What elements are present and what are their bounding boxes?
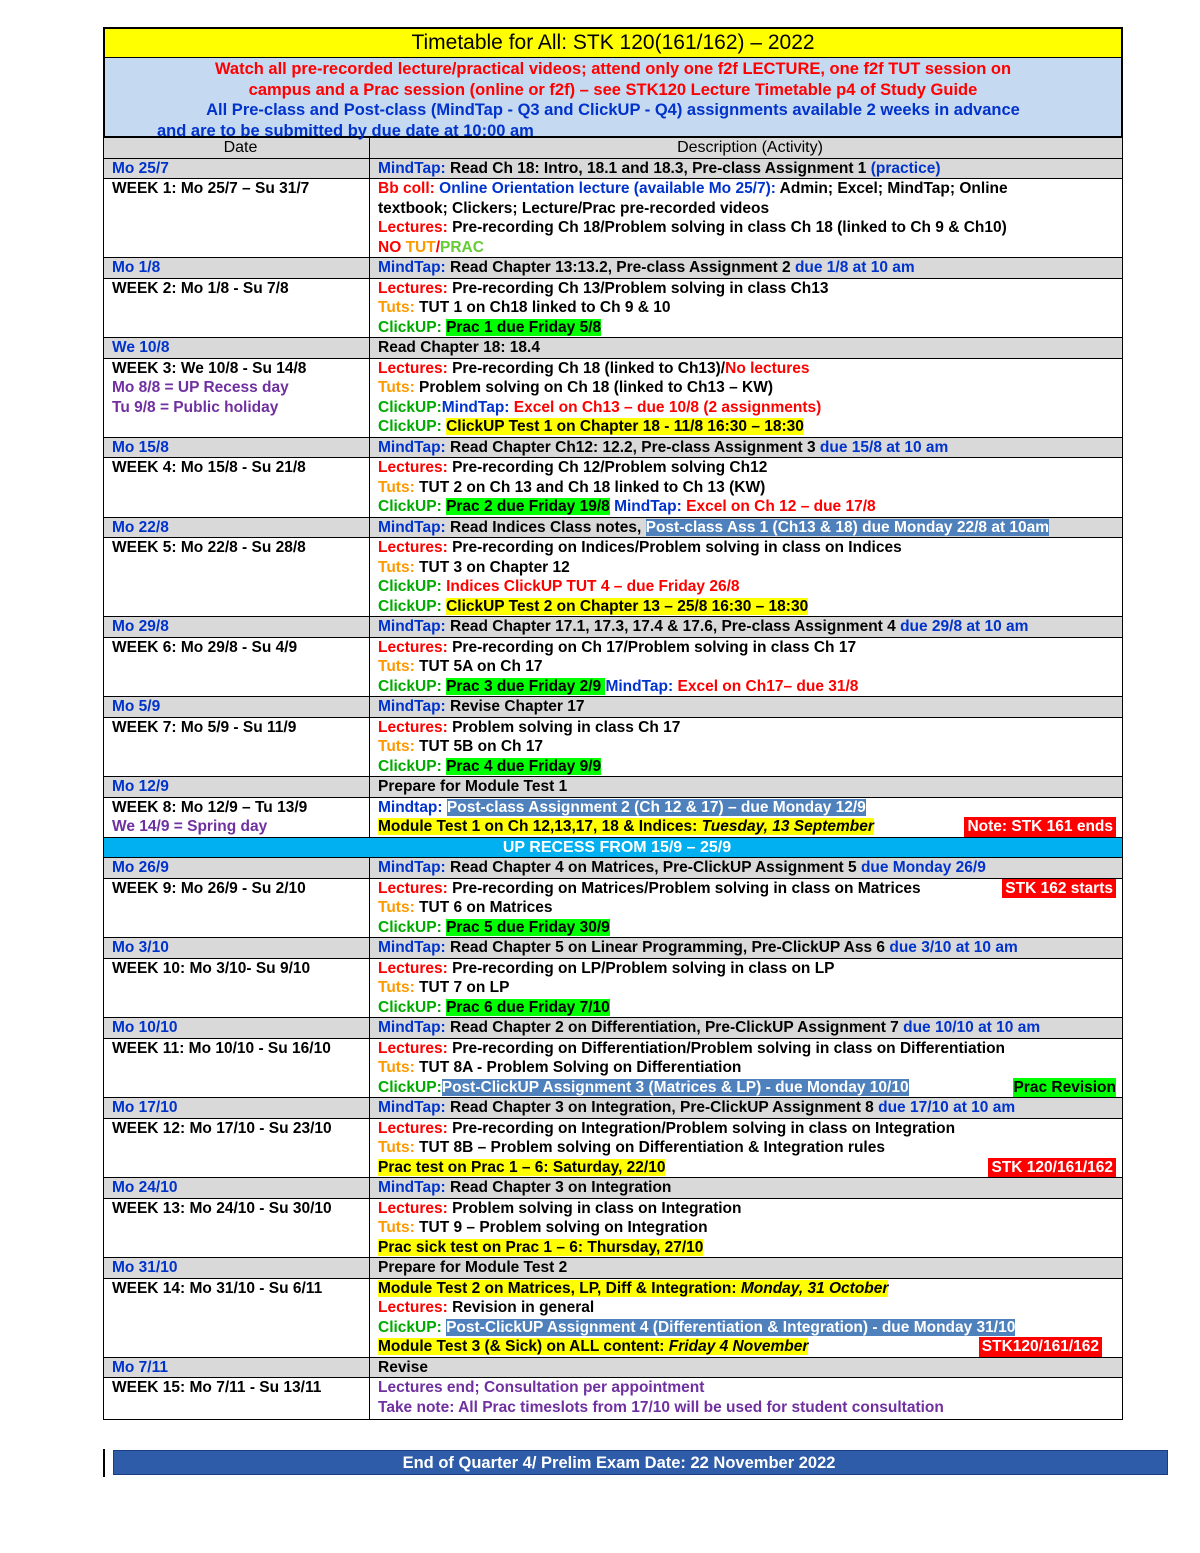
activity-text: textbook; Clickers; Lecture/Prac pre-recorded videos bbox=[378, 199, 770, 217]
prac-due: Prac 3 due Friday 2/9 bbox=[446, 677, 606, 695]
row-date: Mo 25/7 bbox=[104, 158, 370, 179]
holiday-note: Tu 9/8 = Public holiday bbox=[112, 398, 279, 416]
activity-text: Revise Chapter 17 bbox=[450, 698, 585, 715]
week-details bbox=[370, 1278, 1123, 1357]
week-label: WEEK 15: Mo 7/11 - Su 13/11 bbox=[104, 1378, 370, 1420]
lectures-label: Lectures: bbox=[378, 219, 448, 236]
clickup-label: ClickUP: bbox=[378, 757, 442, 775]
row-description: Prepare for Module Test 2 bbox=[370, 1258, 1123, 1279]
table-row bbox=[104, 437, 1123, 458]
row-description bbox=[370, 437, 1123, 458]
lectures-label: Lectures: bbox=[378, 279, 448, 297]
table-row bbox=[104, 617, 1123, 638]
tuts-label: Tuts: bbox=[378, 658, 415, 675]
activity-text: Read Chapter 17.1, 17.3, 17.4 & 17.6, Pre-class Assignment 4 bbox=[450, 618, 896, 635]
week-label: WEEK 8: Mo 12/9 – Tu 13/9 bbox=[112, 798, 308, 816]
row-date: Mo 24/10 bbox=[104, 1178, 370, 1199]
row-description bbox=[370, 938, 1123, 959]
week-details bbox=[370, 1378, 1123, 1420]
activity-text: Read Chapter 3 on Integration bbox=[450, 1179, 672, 1196]
row-date: Mo 3/10 bbox=[104, 938, 370, 959]
activity-text: Admin; Excel; MindTap; Online bbox=[779, 180, 1008, 197]
due-date: due 1/8 at 10 am bbox=[794, 259, 915, 276]
activity-text: TUT 5A on Ch 17 bbox=[419, 658, 543, 675]
activity-text: Read Chapter 13:13.2, Pre-class Assignment 2 bbox=[450, 259, 791, 276]
row-date: Mo 22/8 bbox=[104, 517, 370, 538]
row-description bbox=[370, 858, 1123, 879]
activity-text: Read Chapter Ch12: 12.2, Pre-class Assignment 3 bbox=[450, 438, 816, 456]
row-date: Mo 12/9 bbox=[104, 777, 370, 798]
week-cell bbox=[104, 358, 370, 437]
stk161-ends-tag: Note: STK 161 ends bbox=[964, 817, 1116, 837]
tuts-label: Tuts: bbox=[378, 979, 415, 996]
row-date: Mo 10/10 bbox=[104, 1018, 370, 1039]
activity-text: TUT 1 on Ch18 linked to Ch 9 & 10 bbox=[419, 299, 671, 316]
table-row bbox=[104, 1178, 1123, 1199]
clickup-label: ClickUP: bbox=[378, 398, 442, 416]
mindtap-label: MindTap: bbox=[378, 1099, 446, 1116]
mindtap-label: MindTap: bbox=[378, 159, 446, 177]
post-class-assignment: Post-class Assignment 2 (Ch 12 & 17) – due Monday 12/9 bbox=[446, 798, 866, 816]
week-label: WEEK 2: Mo 1/8 - Su 7/8 bbox=[104, 278, 370, 338]
week-label: WEEK 7: Mo 5/9 - Su 11/9 bbox=[104, 717, 370, 777]
week-details bbox=[370, 717, 1123, 777]
lectures-label: Lectures: bbox=[378, 1299, 448, 1316]
lectures-label: Lectures: bbox=[378, 959, 448, 977]
week-label: WEEK 3: We 10/8 - Su 14/8 bbox=[112, 359, 307, 377]
table-row bbox=[104, 1258, 1123, 1279]
post-clickup-assignment: Post-ClickUP Assignment 3 (Matrices & LP) - due Monday 10/10 bbox=[441, 1078, 909, 1096]
table-row bbox=[104, 278, 1123, 338]
week-details bbox=[370, 878, 1123, 938]
mindtap-label: MindTap: bbox=[614, 498, 682, 515]
tuts-label: Tuts: bbox=[378, 478, 415, 496]
row-description bbox=[370, 617, 1123, 638]
table-row bbox=[104, 1198, 1123, 1258]
tuts-label: Tuts: bbox=[378, 1059, 415, 1076]
intro-line-1: Watch all pre-recorded lecture/practical videos; attend only one f2f LECTURE, one f2f TUT session on bbox=[214, 60, 1012, 78]
activity-text: Read Chapter 5 on Linear Programming, Pre-ClickUP Ass 6 bbox=[450, 939, 886, 956]
activity-text: Pre-recording Ch 13/Problem solving in class Ch13 bbox=[452, 279, 829, 297]
row-date: Mo 29/8 bbox=[104, 617, 370, 638]
module-test: Module Test 3 (& Sick) on ALL content: bbox=[378, 1338, 665, 1355]
lectures-label: Lectures: bbox=[378, 539, 448, 556]
due-date: due 3/10 at 10 am bbox=[889, 939, 1018, 956]
week-label: WEEK 6: Mo 29/8 - Su 4/9 bbox=[104, 637, 370, 697]
consultation-note: Lectures end; Consultation per appointment bbox=[378, 1379, 705, 1396]
row-date: Mo 15/8 bbox=[104, 437, 370, 458]
week-details bbox=[370, 797, 1123, 837]
stk-tag: STK120/161/162 bbox=[979, 1337, 1102, 1357]
footer-banner bbox=[113, 1450, 1168, 1475]
week-details bbox=[370, 179, 1123, 258]
holiday-note: We 14/9 = Spring day bbox=[112, 818, 268, 835]
tuts-label: Tuts: bbox=[378, 558, 415, 576]
module-test-date: Monday, 31 October bbox=[740, 1279, 889, 1297]
left-border bbox=[103, 1449, 105, 1477]
activity-text: Pre-recording on LP/Problem solving in class on LP bbox=[452, 959, 835, 977]
activity-text: Pre-recording Ch 18 (linked to Ch13)/ bbox=[452, 359, 726, 377]
mindtap-label: MindTap: bbox=[378, 1019, 446, 1036]
lectures-label: Lectures: bbox=[378, 718, 448, 736]
week-cell bbox=[104, 797, 370, 837]
activity-text: TUT 7 on LP bbox=[419, 979, 510, 996]
activity-text: Pre-recording on Ch 17/Problem solving in class Ch 17 bbox=[452, 638, 857, 656]
week-label: WEEK 13: Mo 24/10 - Su 30/10 bbox=[104, 1198, 370, 1258]
post-clickup-assignment: Post-ClickUP Assignment 4 (Differentiation & Integration) - due Monday 31/10 bbox=[446, 1318, 1016, 1336]
table-row bbox=[104, 938, 1123, 959]
table-row bbox=[104, 1118, 1123, 1178]
week-details bbox=[370, 1038, 1123, 1098]
table-row bbox=[104, 1018, 1123, 1039]
intro-line-3: All Pre-class and Post-class (MindTap - Q3 and ClickUP - Q4) assignments available 2 weeks in advance bbox=[206, 101, 1020, 119]
table-row bbox=[104, 1378, 1123, 1420]
clickup-label: ClickUP: bbox=[378, 677, 442, 695]
mindtap-label: MindTap: bbox=[378, 698, 446, 715]
table-row bbox=[104, 338, 1123, 359]
prac-due: Prac 4 due Friday 9/9 bbox=[446, 757, 602, 775]
row-description bbox=[370, 1178, 1123, 1199]
table-header-row bbox=[104, 137, 1123, 158]
activity-text: Read Ch 18: Intro, 18.1 and 18.3, Pre-class Assignment 1 bbox=[450, 159, 867, 177]
module-test: Module Test 2 on Matrices, LP, Diff & Integration: bbox=[378, 1279, 737, 1297]
row-description: Revise bbox=[370, 1357, 1123, 1378]
excel-due: Excel on Ch13 – due 10/8 (2 assignments) bbox=[513, 398, 822, 416]
lectures-label: Lectures: bbox=[378, 1119, 448, 1137]
module-test-date: Friday 4 November bbox=[668, 1338, 809, 1355]
prac-sick-test: Prac sick test on Prac 1 – 6: Thursday, 27/10 bbox=[378, 1238, 704, 1256]
mindtap-label: MindTap: bbox=[378, 939, 446, 956]
row-date: Mo 17/10 bbox=[104, 1098, 370, 1119]
test-date: ClickUP Test 1 on Chapter 18 - 11/8 16:30 – 18:30 bbox=[446, 418, 804, 435]
clickup-label: ClickUP: bbox=[378, 597, 442, 615]
activity-text: Pre-recording Ch 12/Problem solving Ch12 bbox=[452, 459, 768, 476]
lectures-label: Lectures: bbox=[378, 879, 448, 897]
mindtap-label: MindTap: bbox=[441, 398, 510, 416]
tuts-label: Tuts: bbox=[378, 1219, 415, 1236]
week-details bbox=[370, 458, 1123, 518]
mindtap-label: Mindtap: bbox=[378, 798, 443, 816]
table-row bbox=[104, 1357, 1123, 1378]
prac-due: Prac 2 due Friday 19/8 bbox=[446, 498, 610, 515]
row-description: Prepare for Module Test 1 bbox=[370, 777, 1123, 798]
row-description: Read Chapter 18: 18.4 bbox=[370, 338, 1123, 359]
clickup-label: ClickUP: bbox=[378, 498, 442, 515]
week-details bbox=[370, 358, 1123, 437]
post-class-assignment: Post-class Ass 1 (Ch13 & 18) due Monday 22/8 at 10am bbox=[645, 518, 1050, 536]
no-lectures-note: No lectures bbox=[725, 359, 810, 377]
separator: / bbox=[435, 238, 441, 256]
clickup-label: ClickUP: bbox=[378, 318, 442, 336]
activity-text: TUT 8A - Problem Solving on Differentiation bbox=[419, 1059, 742, 1076]
lectures-label: Lectures: bbox=[378, 459, 448, 476]
due-date: due 15/8 at 10 am bbox=[819, 438, 949, 456]
week-label: WEEK 9: Mo 26/9 - Su 2/10 bbox=[104, 878, 370, 938]
schedule-table bbox=[103, 136, 1123, 1420]
clickup-label: ClickUP: bbox=[378, 998, 442, 1016]
mindtap-label: MindTap: bbox=[605, 677, 674, 695]
activity-text: Read Chapter 3 on Integration, Pre-ClickUP Assignment 8 bbox=[450, 1099, 874, 1116]
lectures-label: Lectures: bbox=[378, 1199, 448, 1217]
activity-text: Read Chapter 4 on Matrices, Pre-ClickUP Assignment 5 bbox=[450, 859, 857, 876]
recess-row bbox=[104, 837, 1123, 858]
header-date: Date bbox=[104, 137, 370, 158]
week-label: WEEK 4: Mo 15/8 - Su 21/8 bbox=[104, 458, 370, 518]
due-date: due 29/8 at 10 am bbox=[900, 618, 1029, 635]
table-row bbox=[104, 797, 1123, 837]
activity-text: Pre-recording on Matrices/Problem solving in class on Matrices bbox=[452, 879, 921, 897]
mindtap-label: MindTap: bbox=[378, 518, 446, 536]
week-details bbox=[370, 637, 1123, 697]
tuts-label: Tuts: bbox=[378, 299, 415, 316]
clickup-label: ClickUP: bbox=[378, 918, 442, 936]
table-row bbox=[104, 637, 1123, 697]
activity-text: Pre-recording on Differentiation/Problem solving in class on Differentiation bbox=[452, 1039, 1006, 1057]
table-row bbox=[104, 858, 1123, 879]
week-label: WEEK 11: Mo 10/10 - Su 16/10 bbox=[104, 1038, 370, 1098]
due-date: due Monday 26/9 bbox=[860, 859, 986, 876]
row-description bbox=[370, 158, 1123, 179]
row-date: Mo 5/9 bbox=[104, 697, 370, 718]
week-details bbox=[370, 958, 1123, 1018]
table-row bbox=[104, 458, 1123, 518]
module-test: Module Test 1 on Ch 12,13,17, 18 & Indices: bbox=[378, 818, 698, 835]
week-details bbox=[370, 1198, 1123, 1258]
table-row bbox=[104, 697, 1123, 718]
table-row bbox=[104, 717, 1123, 777]
test-date: ClickUP Test 2 on Chapter 13 – 25/8 16:30 – 18:30 bbox=[446, 597, 809, 615]
activity-text: TUT 5B on Ch 17 bbox=[419, 738, 544, 755]
mindtap-label: MindTap: bbox=[378, 259, 446, 276]
table-row bbox=[104, 258, 1123, 279]
row-description bbox=[370, 258, 1123, 279]
lectures-label: Lectures: bbox=[378, 638, 448, 656]
prac-revision-tag: Prac Revision bbox=[1013, 1078, 1116, 1096]
holiday-note: Mo 8/8 = UP Recess day bbox=[112, 379, 289, 396]
row-description bbox=[370, 697, 1123, 718]
title-block bbox=[103, 27, 1123, 140]
row-description bbox=[370, 1098, 1123, 1119]
lectures-label: Lectures: bbox=[378, 359, 448, 377]
table-row bbox=[104, 179, 1123, 258]
week-details bbox=[370, 538, 1123, 617]
consultation-note: Take note: All Prac timeslots from 17/10 will be used for student consultation bbox=[378, 1398, 944, 1416]
due-date: due 17/10 at 10 am bbox=[878, 1099, 1016, 1116]
mindtap-label: MindTap: bbox=[378, 859, 446, 876]
week-label: WEEK 5: Mo 22/8 - Su 28/8 bbox=[104, 538, 370, 617]
mindtap-label: MindTap: bbox=[378, 618, 446, 635]
prac-due: Prac 5 due Friday 30/9 bbox=[446, 918, 610, 936]
stk-tag: STK 120/161/162 bbox=[988, 1158, 1116, 1178]
clickup-label: ClickUP: bbox=[378, 1078, 442, 1096]
week-details bbox=[370, 1118, 1123, 1178]
table-row bbox=[104, 777, 1123, 798]
row-date: Mo 26/9 bbox=[104, 858, 370, 879]
activity-text: TUT 9 – Problem solving on Integration bbox=[419, 1219, 708, 1236]
mindtap-label: MindTap: bbox=[378, 1179, 446, 1196]
intro-notes bbox=[105, 58, 1121, 140]
week-label: WEEK 10: Mo 3/10- Su 9/10 bbox=[104, 958, 370, 1018]
activity-text: TUT 2 on Ch 13 and Ch 18 linked to Ch 13 (KW) bbox=[419, 478, 766, 496]
tuts-label: Tuts: bbox=[378, 899, 415, 916]
clickup-label: ClickUP: bbox=[378, 1318, 442, 1336]
due-date: due 10/10 at 10 am bbox=[903, 1019, 1041, 1036]
table-row bbox=[104, 358, 1123, 437]
tuts-label: Tuts: bbox=[378, 1139, 415, 1156]
intro-line-4: and are to be submitted by due date at 10:00 am bbox=[157, 121, 534, 140]
row-date: Mo 7/11 bbox=[104, 1357, 370, 1378]
footer-text: End of Quarter 4/ Prelim Exam Date: 22 November 2022 bbox=[402, 1454, 836, 1472]
activity-text: Problem solving on Ch 18 (linked to Ch13 – KW) bbox=[419, 379, 774, 396]
excel-due: Excel on Ch 12 – due 17/8 bbox=[686, 498, 876, 515]
row-description bbox=[370, 1018, 1123, 1039]
row-date: We 10/8 bbox=[104, 338, 370, 359]
table-row bbox=[104, 158, 1123, 179]
clickup-label: ClickUP: bbox=[378, 578, 442, 595]
table-row bbox=[104, 517, 1123, 538]
mindtap-label: MindTap: bbox=[378, 438, 446, 456]
row-description bbox=[370, 517, 1123, 538]
intro-line-2: campus and a Prac session (online or f2f) – see STK120 Lecture Timetable p4 of Study Guide bbox=[248, 80, 978, 99]
lectures-label: Lectures: bbox=[378, 1039, 448, 1057]
activity-text: Pre-recording Ch 18/Problem solving in class Ch 18 (linked to Ch 9 & Ch10) bbox=[452, 219, 1007, 236]
table-row bbox=[104, 1038, 1123, 1098]
activity-text: Read Chapter 2 on Differentiation, Pre-ClickUP Assignment 7 bbox=[450, 1019, 899, 1036]
activity-text: Problem solving in class on Integration bbox=[452, 1199, 742, 1217]
activity-text: Revision in general bbox=[452, 1299, 595, 1316]
clickup-label: ClickUP: bbox=[378, 418, 442, 435]
stk162-starts-tag: STK 162 starts bbox=[1002, 879, 1116, 899]
table-row bbox=[104, 878, 1123, 938]
week-label: WEEK 12: Mo 17/10 - Su 23/10 bbox=[104, 1118, 370, 1178]
timetable bbox=[103, 27, 1123, 1420]
activity-text: Read Indices Class notes, bbox=[450, 518, 642, 536]
week-label: WEEK 14: Mo 31/10 - Su 6/11 bbox=[104, 1278, 370, 1357]
tuts-label: Tuts: bbox=[378, 738, 415, 755]
row-date: Mo 1/8 bbox=[104, 258, 370, 279]
activity-text: Pre-recording on Indices/Problem solving in class on Indices bbox=[452, 539, 902, 556]
week-details bbox=[370, 278, 1123, 338]
tut-due: Indices ClickUP TUT 4 – due Friday 26/8 bbox=[446, 578, 740, 595]
table-row bbox=[104, 1098, 1123, 1119]
activity-text: Online Orientation lecture (available Mo 25/7): bbox=[439, 180, 776, 197]
prac-label: PRAC bbox=[440, 238, 484, 256]
prac-due: Prac 1 due Friday 5/8 bbox=[446, 318, 602, 336]
tut-label: TUT bbox=[405, 238, 436, 256]
activity-text: TUT 8B – Problem solving on Differentiation & Integration rules bbox=[419, 1139, 885, 1156]
bbcoll-label: Bb coll: bbox=[378, 180, 435, 197]
page-title: Timetable for All: STK 120(161/162) – 2022 bbox=[105, 29, 1121, 58]
excel-due: Excel on Ch17– due 31/8 bbox=[677, 677, 859, 695]
no-label: NO bbox=[378, 238, 402, 256]
activity-text: Pre-recording on Integration/Problem solving in class on Integration bbox=[452, 1119, 956, 1137]
prac-test: Prac test on Prac 1 – 6: Saturday, 22/10 bbox=[378, 1158, 666, 1176]
week-label: WEEK 1: Mo 25/7 – Su 31/7 bbox=[104, 179, 370, 258]
prac-due: Prac 6 due Friday 7/10 bbox=[446, 998, 610, 1016]
activity-text: TUT 6 on Matrices bbox=[419, 899, 553, 916]
table-row bbox=[104, 1278, 1123, 1357]
module-test-date: Tuesday, 13 September bbox=[701, 818, 874, 835]
table-row bbox=[104, 958, 1123, 1018]
row-date: Mo 31/10 bbox=[104, 1258, 370, 1279]
activity-note: (practice) bbox=[870, 159, 941, 177]
table-row bbox=[104, 538, 1123, 617]
tuts-label: Tuts: bbox=[378, 379, 415, 396]
activity-text: Problem solving in class Ch 17 bbox=[452, 718, 681, 736]
activity-text: TUT 3 on Chapter 12 bbox=[419, 558, 570, 576]
recess-banner: UP RECESS FROM 15/9 – 25/9 bbox=[104, 837, 1123, 858]
header-description: Description (Activity) bbox=[370, 137, 1123, 158]
